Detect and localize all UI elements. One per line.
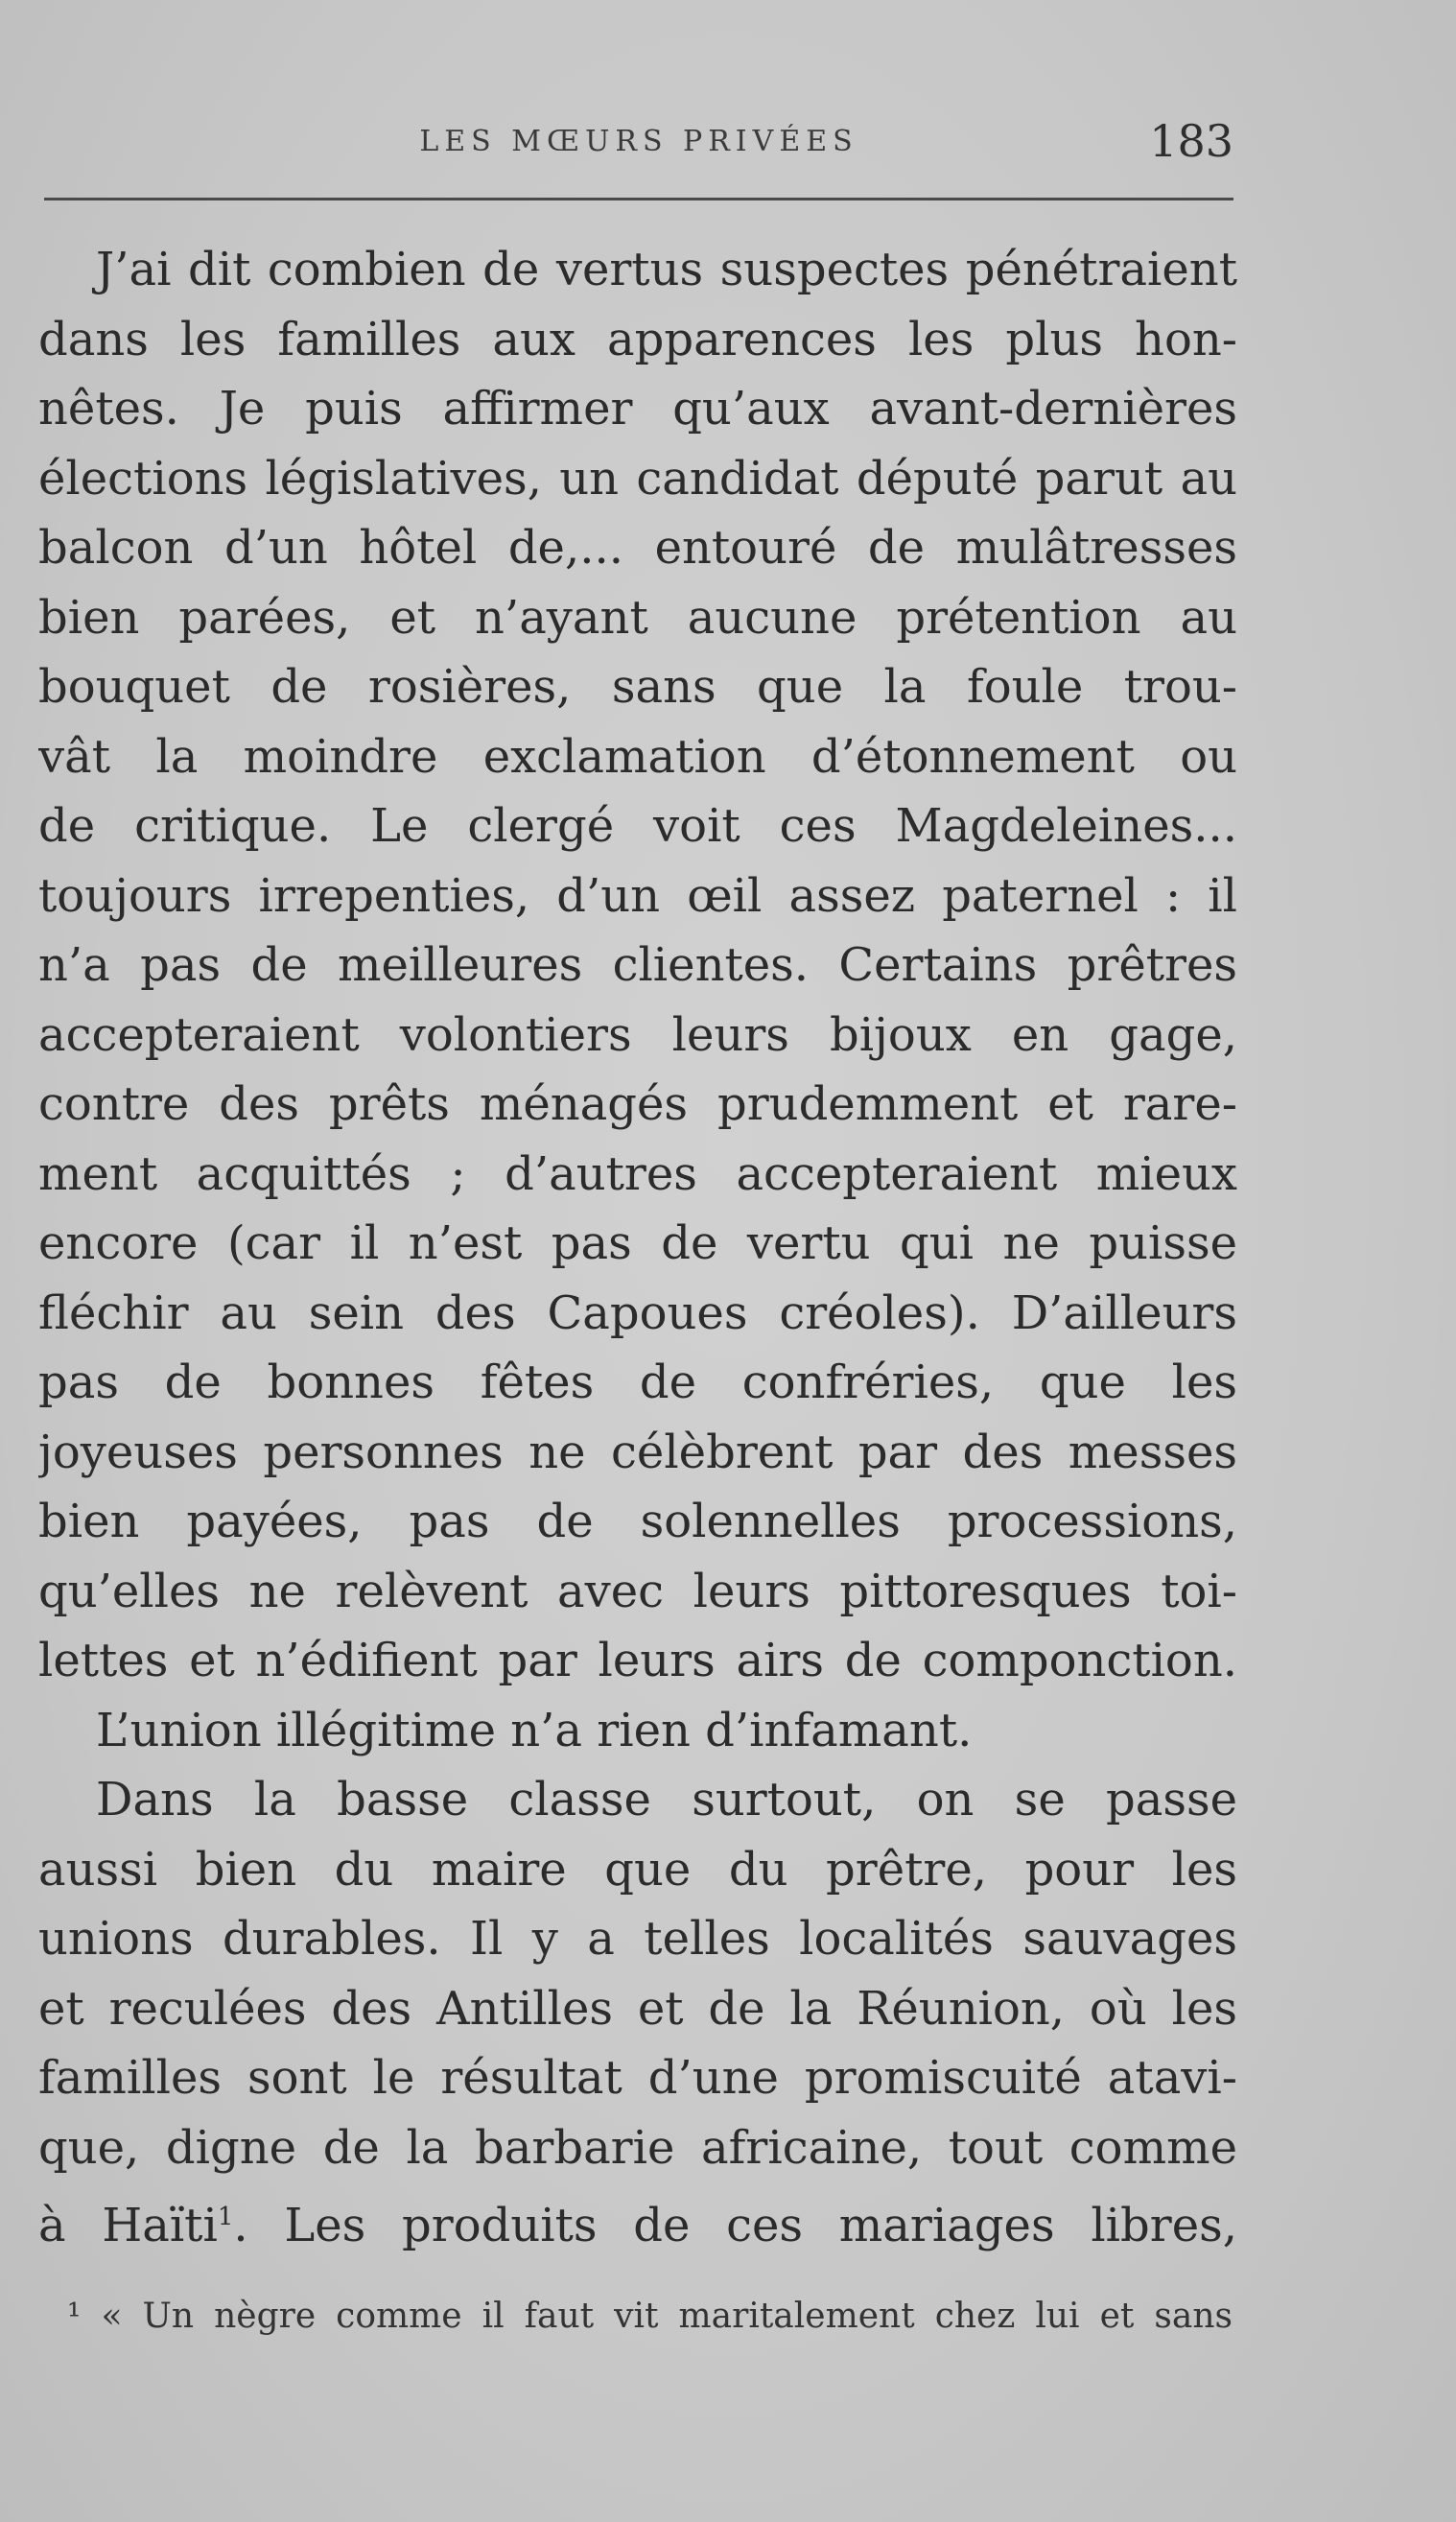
text-line: Dans la basse classe surtout, on se passe xyxy=(96,1773,1237,1827)
text-line: que, digne de la barbarie africaine, tout comme xyxy=(38,2120,1237,2175)
text-line: fléchir au sein des Capoues créoles). D’ailleurs xyxy=(38,1285,1237,1340)
footnote-text: « Un nègre comme il faut vit maritalement chez lui et sans xyxy=(101,2297,1233,2336)
text-line: vât la moindre exclamation d’étonnement ou xyxy=(38,729,1237,784)
footnote xyxy=(67,2293,1233,2341)
text-line: L’union illégitime n’a rien d’infamant. xyxy=(96,1703,973,1757)
text-line: n’a pas de meilleures clientes. Certains prêtres xyxy=(38,938,1237,992)
text-line-with-note xyxy=(38,2182,1237,2252)
text-line: contre des prêts ménagés prudemment et rare- xyxy=(38,1077,1237,1131)
text-line: J’ai dit combien de vertus suspectes pénétraient xyxy=(96,243,1237,296)
text-line: joyeuses personnes ne célèbrent par des messes xyxy=(38,1425,1237,1479)
text-line: unions durables. Il y a telles localités sauvages xyxy=(38,1912,1237,1966)
text-line: accepteraient volontiers leurs bijoux en gage, xyxy=(38,1007,1237,1062)
text-line: bien payées, pas de solennelles processions, xyxy=(38,1495,1237,1548)
text-line: aussi bien du maire que du prêtre, pour les xyxy=(38,1842,1237,1897)
text-fragment: Les produits de ces mariages libres, xyxy=(284,2199,1237,2252)
text-line: de critique. Le clergé voit ces Magdeleines... xyxy=(38,799,1237,853)
text-fragment: à Haïti xyxy=(38,2199,218,2252)
text-line: bien parées, et n’ayant aucune prétention au xyxy=(38,590,1237,645)
page-header xyxy=(44,115,1233,182)
text-line: nêtes. Je puis affirmer qu’aux avant-dernières xyxy=(38,382,1237,436)
text-line: qu’elles ne relèvent avec leurs pittoresques toi- xyxy=(38,1564,1237,1618)
text-line: dans les familles aux apparences les plus hon- xyxy=(38,312,1237,366)
text-line: bouquet de rosières, sans que la foule trou- xyxy=(38,660,1237,714)
footnote-reference: 1 xyxy=(217,2203,234,2231)
page-number: 183 xyxy=(1149,115,1233,167)
footnote-marker: ¹ xyxy=(67,2297,82,2336)
text-line: et reculées des Antilles et de la Réunion, où les xyxy=(38,1981,1237,2036)
text-line: lettes et n’édifient par leurs airs de componction. xyxy=(38,1634,1237,1687)
running-title: LES MŒURS PRIVÉES xyxy=(419,125,858,158)
text-line: élections législatives, un candidat député parut au xyxy=(38,451,1237,506)
text-line: toujours irrepenties, d’un œil assez paternel : il xyxy=(38,868,1237,923)
text-line: familles sont le résultat d’une promiscuité atavi- xyxy=(38,2051,1237,2105)
text-line: ment acquittés ; d’autres accepteraient mieux xyxy=(38,1146,1237,1201)
text-line: balcon d’un hôtel de,... entouré de mulâtresses xyxy=(38,521,1237,575)
text-fragment: . xyxy=(233,2199,285,2252)
text-line: encore (car il n’est pas de vertu qui ne puisse xyxy=(38,1216,1237,1270)
text-line: pas de bonnes fêtes de confréries, que les xyxy=(38,1355,1237,1409)
header-rule xyxy=(44,198,1233,200)
body-text xyxy=(38,235,1237,2252)
